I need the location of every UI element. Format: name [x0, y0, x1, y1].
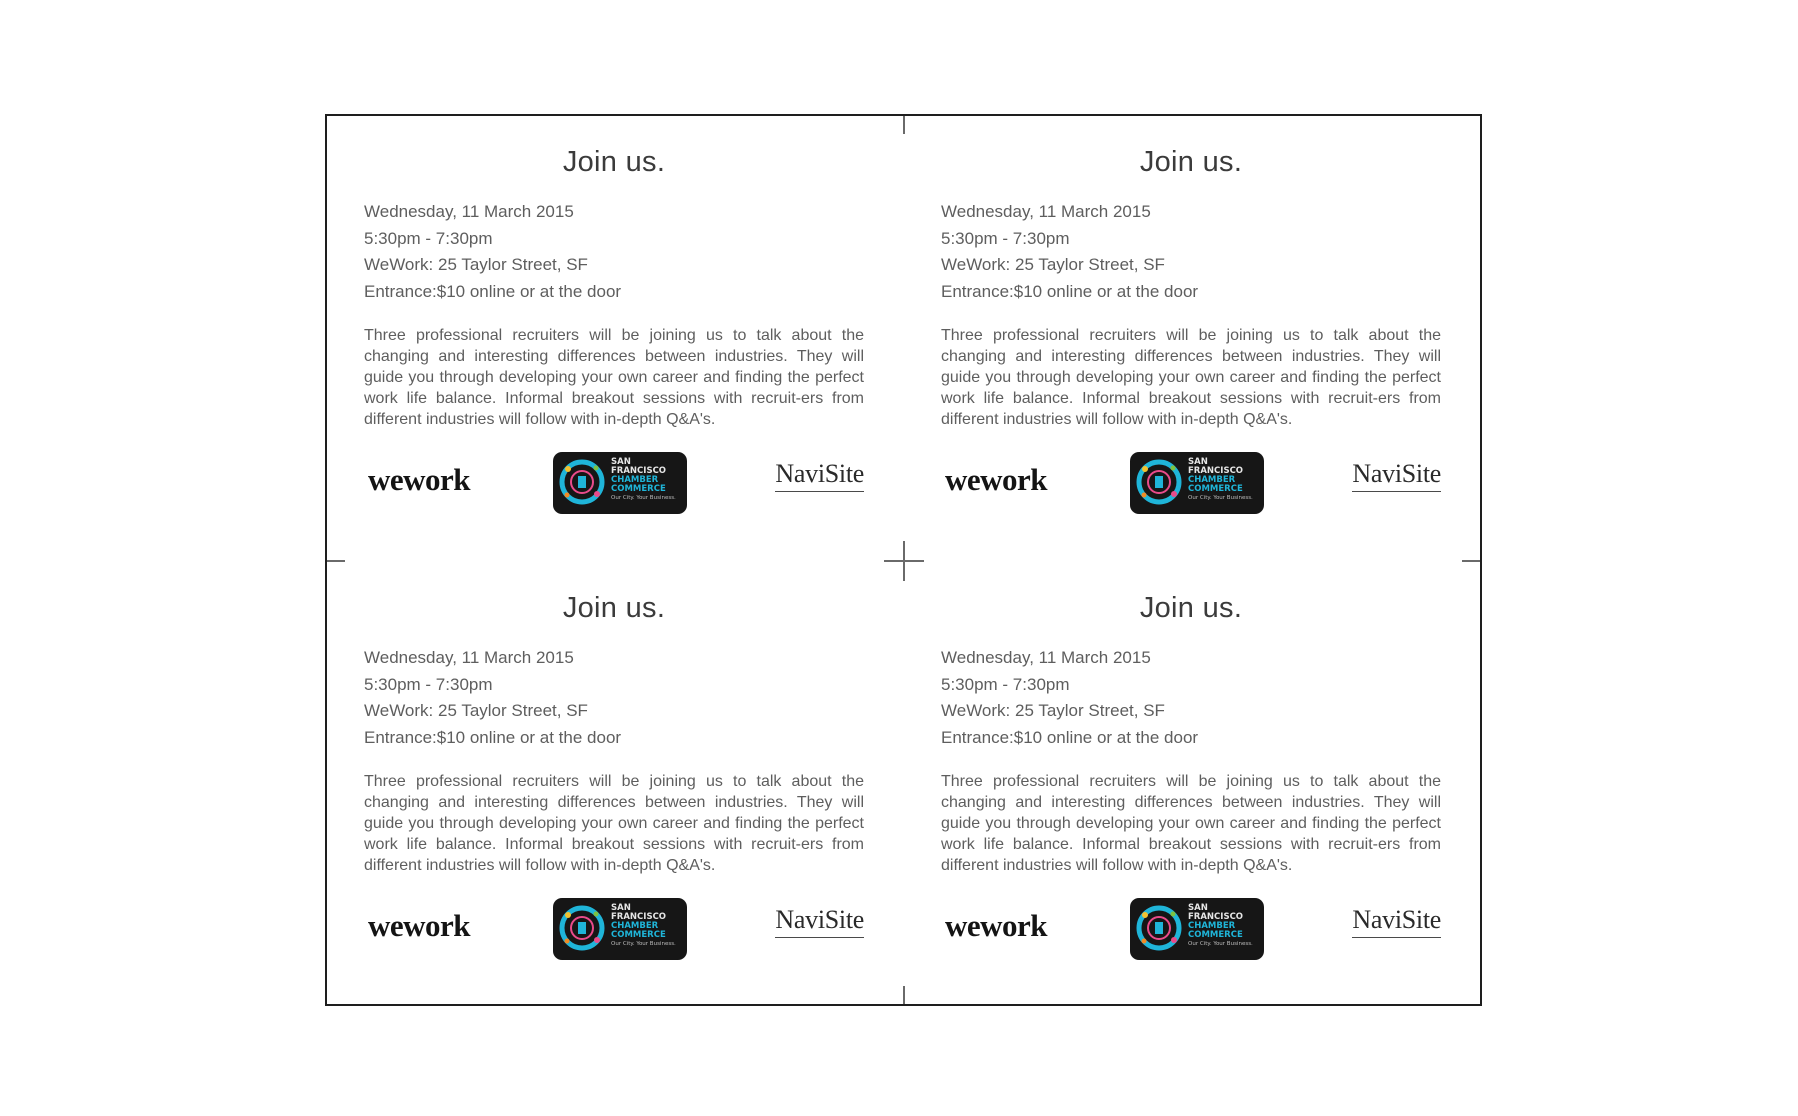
chamber-emblem-icon [1136, 459, 1182, 505]
chamber-emblem-icon [559, 905, 605, 951]
event-description: Three professional recruiters will be joining us to talk about the changing and interesting differences between industries. They will guide you through developing your own career and finding the perfect work life balance. Informal breakout sessions with recruit-ers from different industries will follow with in-depth Q&A's. [364, 327, 864, 428]
sf-chamber-logo [1130, 452, 1264, 514]
event-entrance: Entrance:$10 online or at the door [941, 281, 1199, 301]
event-venue: WeWork: 25 Taylor Street, SF [364, 255, 588, 274]
event-time: 5:30pm - 7:30pm [941, 228, 1070, 248]
wework-logo: wework [368, 462, 471, 497]
crop-mark-top [903, 116, 905, 134]
sponsor-logos [364, 452, 864, 516]
event-details [364, 645, 864, 751]
event-description: Three professional recruiters will be joining us to talk about the changing and interesting differences between industries. They will guide you through developing your own career and finding the perfect work life balance. Informal breakout sessions with recruit-ers from different industries will follow with in-depth Q&A's. [941, 773, 1441, 874]
invite-card-bottom-right [941, 592, 1441, 962]
navisite-logo: NaviSite [775, 905, 864, 938]
crop-mark-left [327, 560, 345, 562]
event-time: 5:30pm - 7:30pm [941, 674, 1070, 694]
card-title: Join us. [1139, 592, 1243, 624]
crop-mark-right [1462, 560, 1480, 562]
card-title: Join us. [1139, 146, 1243, 178]
navisite-logo: NaviSite [775, 459, 864, 492]
event-time: 5:30pm - 7:30pm [364, 674, 493, 694]
sponsor-logos [364, 898, 864, 962]
sponsor-logos [941, 898, 1441, 962]
event-venue: WeWork: 25 Taylor Street, SF [941, 255, 1165, 274]
chamber-logo-text: SAN FRANCISCO CHAMBER COMMERCE Our City. Your Business. [611, 903, 676, 947]
event-details [941, 645, 1441, 751]
sf-chamber-logo [553, 898, 687, 960]
navisite-logo: NaviSite [1352, 459, 1441, 492]
chamber-logo-text: SAN FRANCISCO CHAMBER COMMERCE Our City. Your Business. [611, 457, 676, 501]
event-time: 5:30pm - 7:30pm [364, 228, 493, 248]
wework-logo: wework [368, 908, 471, 943]
crop-mark-bottom [903, 986, 905, 1004]
chamber-logo-text: SAN FRANCISCO CHAMBER COMMERCE Our City. Your Business. [1188, 903, 1253, 947]
event-venue: WeWork: 25 Taylor Street, SF [364, 701, 588, 720]
flyer-sheet [325, 114, 1482, 1006]
chamber-logo-text: SAN FRANCISCO CHAMBER COMMERCE Our City. Your Business. [1188, 457, 1253, 501]
sponsor-logos [941, 452, 1441, 516]
event-details [941, 199, 1441, 305]
invite-card-bottom-left [364, 592, 864, 962]
chamber-emblem-icon [1136, 905, 1182, 951]
navisite-logo: NaviSite [1352, 905, 1441, 938]
wework-logo: wework [945, 462, 1048, 497]
event-date: Wednesday, 11 March 2015 [941, 202, 1151, 221]
card-title: Join us. [562, 146, 666, 178]
event-date: Wednesday, 11 March 2015 [364, 202, 574, 221]
event-date: Wednesday, 11 March 2015 [941, 648, 1151, 667]
sf-chamber-logo [553, 452, 687, 514]
sf-chamber-logo [1130, 898, 1264, 960]
event-date: Wednesday, 11 March 2015 [364, 648, 574, 667]
registration-cross-horizontal [884, 560, 924, 562]
event-description: Three professional recruiters will be joining us to talk about the changing and interesting differences between industries. They will guide you through developing your own career and finding the perfect work life balance. Informal breakout sessions with recruit-ers from different industries will follow with in-depth Q&A's. [364, 773, 864, 874]
event-entrance: Entrance:$10 online or at the door [364, 727, 622, 747]
card-title: Join us. [562, 592, 666, 624]
invite-card-top-left [364, 146, 864, 516]
chamber-emblem-icon [559, 459, 605, 505]
event-entrance: Entrance:$10 online or at the door [364, 281, 622, 301]
event-details [364, 199, 864, 305]
event-description: Three professional recruiters will be joining us to talk about the changing and interesting differences between industries. They will guide you through developing your own career and finding the perfect work life balance. Informal breakout sessions with recruit-ers from different industries will follow with in-depth Q&A's. [941, 327, 1441, 428]
invite-card-top-right [941, 146, 1441, 516]
event-entrance: Entrance:$10 online or at the door [941, 727, 1199, 747]
event-venue: WeWork: 25 Taylor Street, SF [941, 701, 1165, 720]
wework-logo: wework [945, 908, 1048, 943]
